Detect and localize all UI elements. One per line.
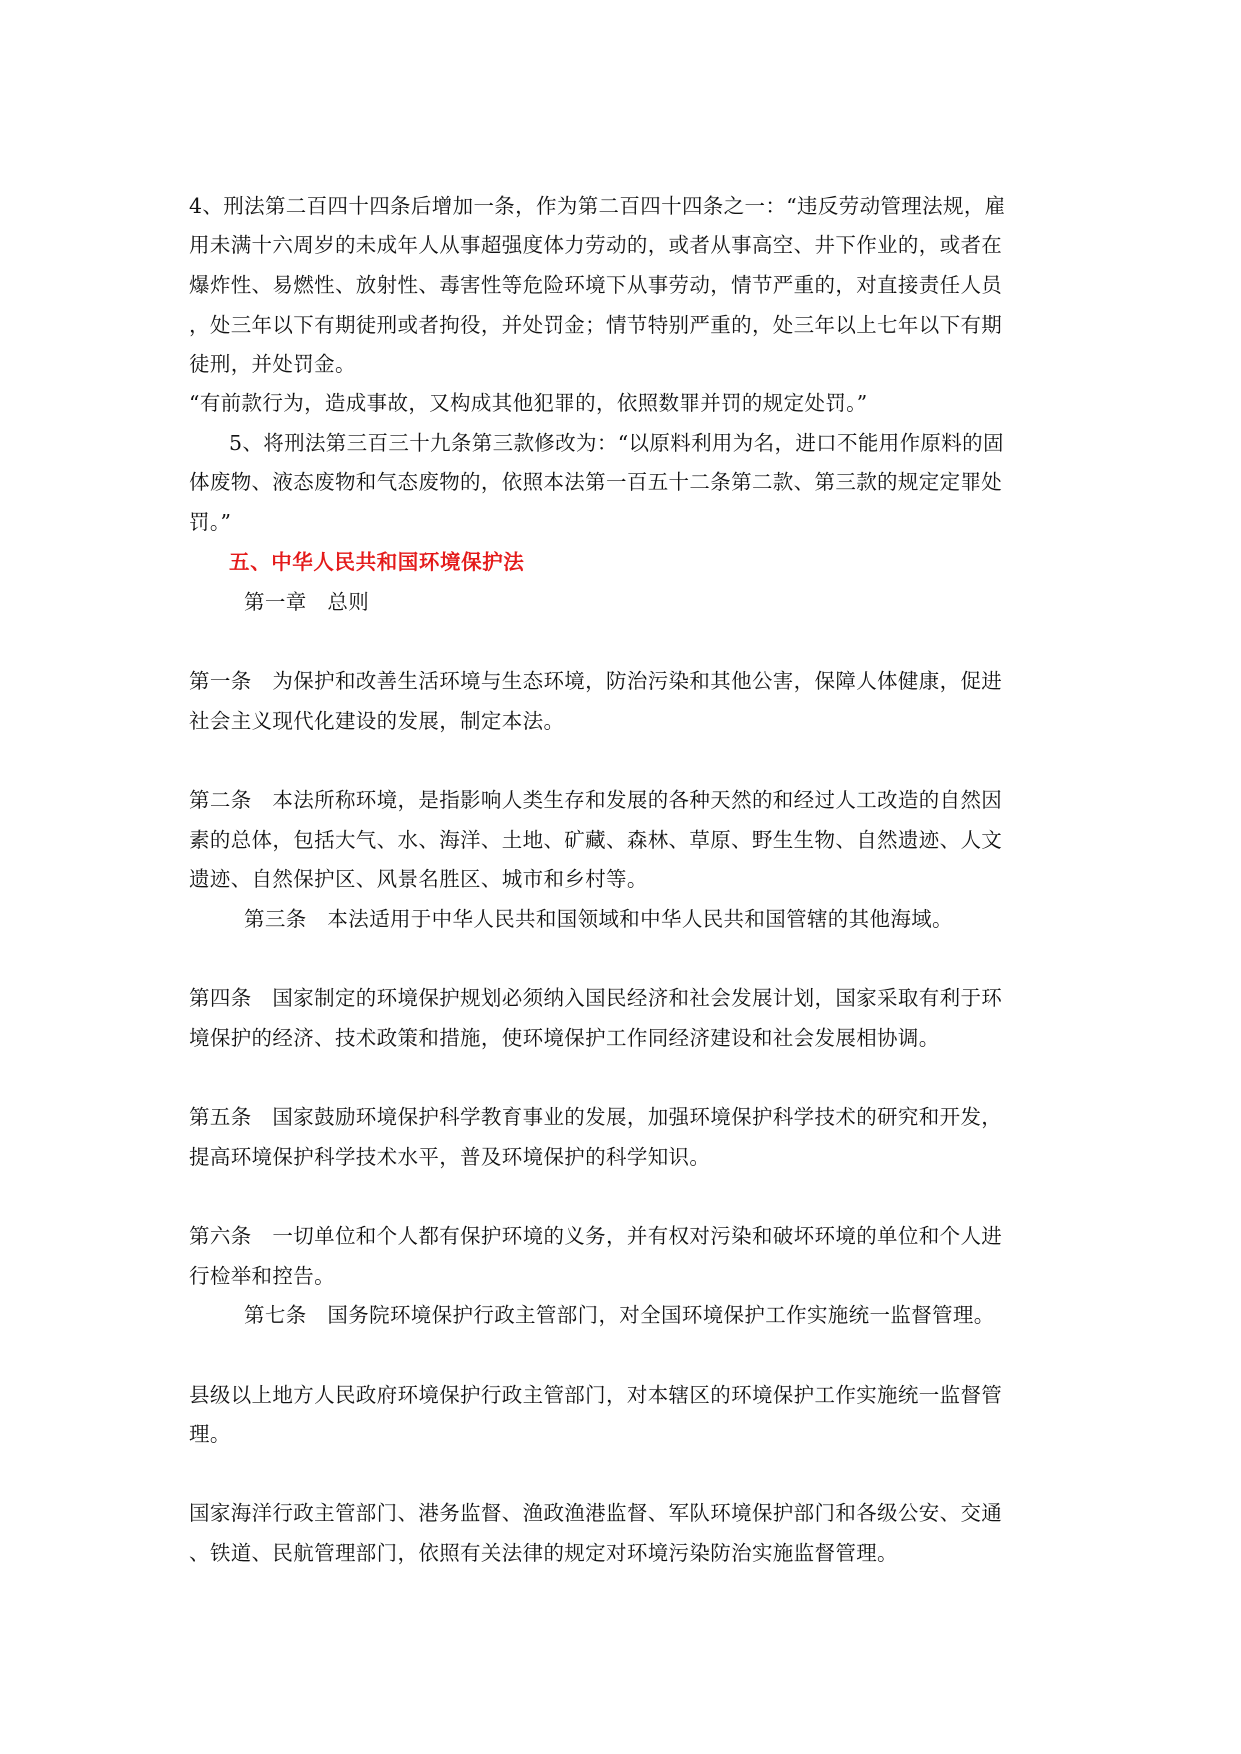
article-line: 国家海洋行政主管部门、港务监督、渔政渔港监督、军队环境保护部门和各级公安、交通 <box>189 1501 1003 1525</box>
article-line: 第一条 为保护和改善生活环境与生态环境，防治污染和其他公害，保障人体健康，促进 <box>189 669 1003 693</box>
paragraph-line: “有前款行为，造成事故，又构成其他犯罪的，依照数罪并罚的规定处罚。” <box>189 391 868 415</box>
article-line: 提高环境保护科学技术水平，普及环境保护的科学知识。 <box>189 1145 711 1169</box>
article-line: 第四条 国家制定的环境保护规划必须纳入国民经济和社会发展计划，国家采取有利于环 <box>189 986 1003 1010</box>
paragraph-line: ，处三年以下有期徒刑或者拘役，并处罚金；情节特别严重的，处三年以上七年以下有期 <box>189 313 1003 337</box>
paragraph-line: 5、将刑法第三百三十九条第三款修改为：“以原料利用为名，进口不能用作原料的固 <box>229 431 1004 455</box>
article-line: 第二条 本法所称环境，是指影响人类生存和发展的各种天然的和经过人工改造的自然因 <box>189 788 1003 812</box>
article-line: 境保护的经济、技术政策和措施，使环境保护工作同经济建设和社会发展相协调。 <box>189 1026 940 1050</box>
paragraph-line: 用未满十六周岁的未成年人从事超强度体力劳动的，或者从事高空、井下作业的，或者在 <box>189 233 1003 257</box>
article-line: 社会主义现代化建设的发展，制定本法。 <box>189 709 565 733</box>
article-line: 遗迹、自然保护区、风景名胜区、城市和乡村等。 <box>189 867 648 891</box>
chapter-title: 第一章 总则 <box>244 590 370 614</box>
article-line: 第三条 本法适用于中华人民共和国领域和中华人民共和国管辖的其他海域。 <box>244 907 953 931</box>
paragraph-line: 4、刑法第二百四十四条后增加一条，作为第二百四十四条之一：“违反劳动管理法规，雇 <box>189 194 1006 218</box>
article-line: 第七条 国务院环境保护行政主管部门，对全国环境保护工作实施统一监督管理。 <box>244 1303 995 1327</box>
article-line: 县级以上地方人民政府环境保护行政主管部门，对本辖区的环境保护工作实施统一监督管 <box>189 1383 1003 1407</box>
article-line: 理。 <box>189 1422 231 1446</box>
article-line: 第五条 国家鼓励环境保护科学教育事业的发展，加强环境保护科学技术的研究和开发， <box>189 1105 1003 1129</box>
article-line: 行检举和控告。 <box>189 1264 335 1288</box>
paragraph-line: 爆炸性、易燃性、放射性、毒害性等危险环境下从事劳动，情节严重的，对直接责任人员 <box>189 273 1003 297</box>
section-heading: 五、中华人民共和国环境保护法 <box>229 550 525 574</box>
article-line: 第六条 一切单位和个人都有保护环境的义务，并有权对污染和破坏环境的单位和个人进 <box>189 1224 1003 1248</box>
article-line: 素的总体，包括大气、水、海洋、土地、矿藏、森林、草原、野生生物、自然遗迹、人文 <box>189 828 1003 852</box>
paragraph-line: 罚。” <box>189 510 232 534</box>
paragraph-line: 徒刑，并处罚金。 <box>189 352 356 376</box>
paragraph-line: 体废物、液态废物和气态废物的，依照本法第一百五十二条第二款、第三款的规定定罪处 <box>189 470 1003 494</box>
article-line: 、铁道、民航管理部门，依照有关法律的规定对环境污染防治实施监督管理。 <box>189 1541 898 1565</box>
